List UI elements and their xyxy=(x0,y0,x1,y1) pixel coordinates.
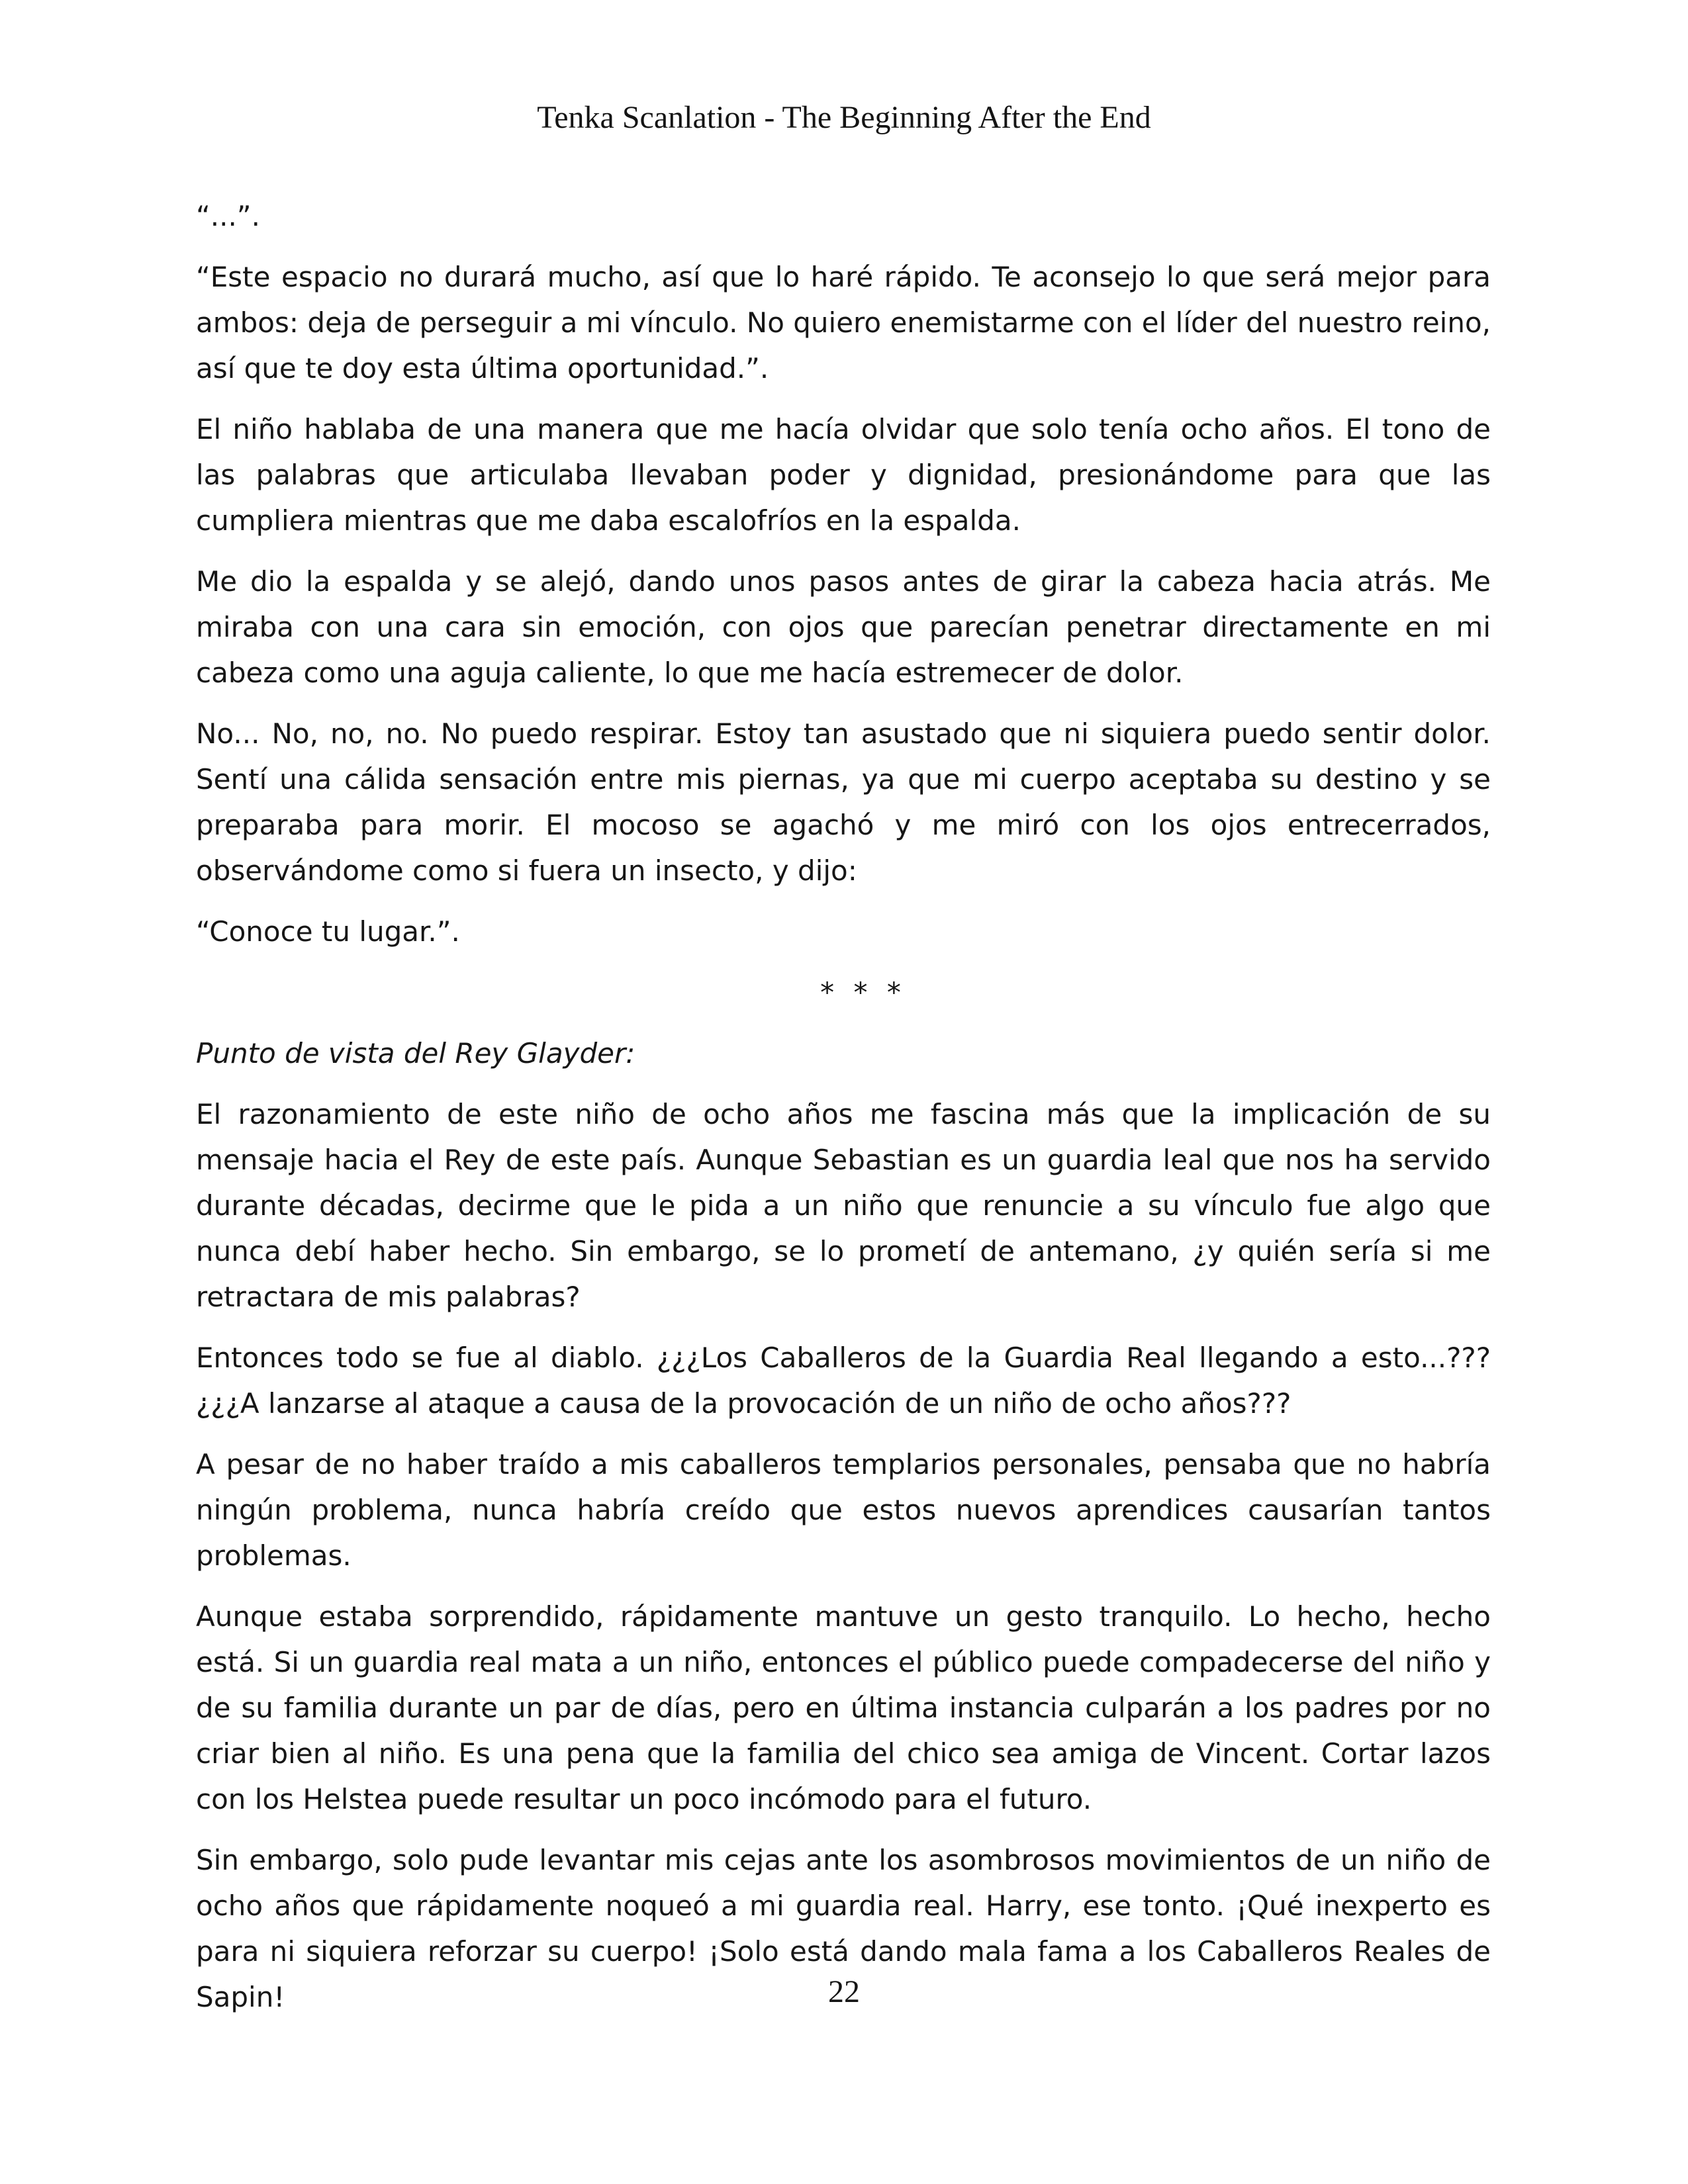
paragraph-surprised: Aunque estaba sorprendido, rápidamente mantuve un gesto tranquilo. Lo hecho, hecho está. Si un guardia real mata a un niño, entonces el público puede compadecerse del niño y de su familia durante un par de días, pero en última instancia culparán a los padres por no criar bien al niño. Es una pena que la familia del chico sea amiga de Vincent. Cortar lazos con los Helstea puede resultar un poco incómodo para el futuro. xyxy=(196,1600,1491,1815)
paragraph-ellipsis-quote: “...”. xyxy=(196,200,260,232)
paragraph-turned-back: Me dio la espalda y se alejó, dando unos pasos antes de girar la cabeza hacia atrás. Me miraba con una cara sin emoción, con ojos que parecían penetrar directamente en mi cabeza como una aguja caliente, lo que me hacía estremecer de dolor. xyxy=(196,565,1491,689)
paragraph-templar-knights: A pesar de no haber traído a mis caballeros templarios personales, pensaba que no habría ningún problema, nunca habría creído que estos nuevos aprendices causarían tantos problemas. xyxy=(196,1448,1491,1572)
paragraph-cannot-breathe: No... No, no, no. No puedo respirar. Estoy tan asustado que ni siquiera puedo sentir dolor. Sentí una cálida sensación entre mis piernas, ya que mi cuerpo aceptaba su destino y se preparaba para morir. El mocoso se agachó y me miró con los ojos entrecerrados, observándome como si fuera un insecto, y dijo: xyxy=(196,717,1491,887)
page-number: 22 xyxy=(828,1974,860,2009)
page-header: Tenka Scanlation - The Beginning After the End xyxy=(537,100,1151,135)
scene-separator: * * * xyxy=(820,976,906,1009)
paragraph-warning-quote: “Este espacio no durará mucho, así que lo haré rápido. Te aconsejo lo que será mejor para ambos: deja de perseguir a mi vínculo. No quiero enemistarme con el líder del nuestro reino, así que te doy esta última oportunidad.”. xyxy=(196,261,1491,385)
paragraph-went-to-hell: Entonces todo se fue al diablo. ¿¿¿Los Caballeros de la Guardia Real llegando a esto...??? ¿¿¿A lanzarse al ataque a causa de la provocación de un niño de ocho años??? xyxy=(196,1342,1491,1420)
paragraph-reasoning: El razonamiento de este niño de ocho años me fascina más que la implicación de su mensaje hacia el Rey de este país. Aunque Sebastian es un guardia leal que nos ha servido durante décadas, decirme que le pida a un niño que renuncie a su vínculo fue algo que nunca debí haber hecho. Sin embargo, se lo prometí de antemano, ¿y quién sería si me retractara de mis palabras? xyxy=(196,1098,1491,1313)
paragraph-child-tone: El niño hablaba de una manera que me hacía olvidar que solo tenía ocho años. El tono de las palabras que articulaba llevaban poder y dignidad, presionándome para que las cumpliera mientras que me daba escalofríos en la espalda. xyxy=(196,413,1491,537)
pov-heading: Punto de vista del Rey Glayder: xyxy=(196,1037,635,1069)
paragraph-raised-eyebrows: Sin embargo, solo pude levantar mis cejas ante los asombrosos movimientos de un niño de ocho años que rápidamente noqueó a mi guardia real. Harry, ese tonto. ¡Qué inexperto es para ni siquiera reforzar su cuerpo! ¡Solo está dando mala fama a los Caballeros Reales de Sapin! xyxy=(196,1844,1491,2013)
paragraph-know-your-place: “Conoce tu lugar.”. xyxy=(196,915,460,948)
document-body xyxy=(196,193,1491,2035)
